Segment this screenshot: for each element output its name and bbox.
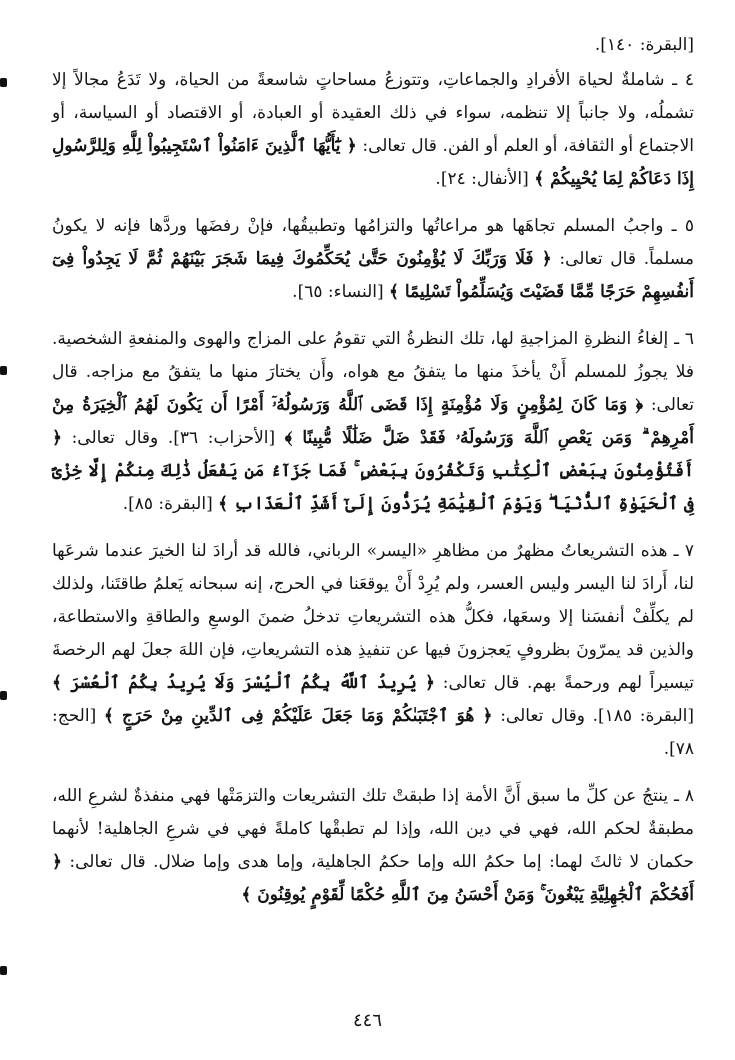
page-body [52,30,694,926]
margin-mark [0,966,7,975]
paragraph-7-text-2: وقال تعالى: [492,706,593,726]
margin-mark [0,691,7,700]
paragraph-6-text: ٦ ـ إلغاءُ النظرةِ المزاجيةِ لها، تلك النظرةُ التي تقومُ على المزاج والهوى والمنفعةِ الشخصية. فلا يجوزُ للمسلم أَنْ يأخذَ منها ما يتفقُ مع هواه، وأَن يختارَ منها ما يتفقُ مع مزاجه. قال تعالى: [52,329,695,415]
paragraph-7-text: ٧ ـ هذه التشريعاتُ مظهرٌ من مظاهرِ «اليسر» الرباني، فالله قد أرادَ لنا الخيرَ عندما شرعَها لنا، أَرادَ لنا اليسر وليس العسر، ولم يُرِدْ أَنْ يوقعَنا في الحرج، إنه سبحانه يَعلمُ طاقتَنا، ولذلك لم يكلِّفْ أنفسَنا إلا وسعَها، فكلُّ هذه التشريعاتِ تدخلُ ضمنَ الوسعِ والطاقةِ والاستطاعة، والذين قد يمرّونَ بظروفٍ يَعجزونَ فيها عن تنفيذِ هذه التشريعاتِ، فإن اللهَ جعلَ لهم الرخصةَ تيسيراً لهم ورحمةً بهم. قال تعالى: [52,541,694,693]
margin-mark [0,366,7,375]
verse-reference: [الأنفال: ٢٤]. [435,169,535,189]
verse-reference: [البقرة: ١٨٥]. [592,706,694,726]
paragraph-4 [52,64,694,196]
verse-reference: [الأحزاب: ٣٦]. [167,428,285,448]
quran-verse: ﴿ أَفَحُكْمَ ٱلْجَٰهِلِيَّةِ يَبْغُونَ ۚ وَمَنْ أَحْسَنُ مِنَ ٱللَّهِ حُكْمًا لِّقَوْمٍ يُوقِنُونَ ﴾ [52,852,694,905]
quran-verse: ﴿ هُوَ ٱجْتَبَىٰكُمْ وَمَا جَعَلَ عَلَيْكُمْ فِى ٱلدِّينِ مِنْ حَرَجٍ ﴾ [103,706,493,726]
paragraph-5 [52,210,694,309]
paragraph-5-text: ٥ ـ واجبُ المسلم تجاهَها هو مراعاتُها والتزامُها وتطبيقُها، فإنْ رفضَها وردَّها فإنه لا يكونُ مسلماً. قال تعالى: [52,216,695,269]
paragraph-7 [52,535,694,766]
verse-reference: [البقرة: ٨٥]. [122,494,219,514]
quran-verse: ﴿ يُرِيدُ ٱللَّهُ بِكُمُ ٱلْيُسْرَ وَلَا يُرِيدُ بِكُمُ ٱلْعُسْرَ ﴾ [52,673,436,693]
page-number: ٤٤٦ [352,1010,382,1031]
top-reference: [البقرة: ١٤٠]. [594,35,694,55]
quran-verse: ﴿ أَفَتُؤْمِنُونَ بِبَعْضِ ٱلْكِتَٰبِ وَتَكْفُرُونَ بِبَعْضٍ ۚ فَمَا جَزَآءُ مَن يَفْعَلُ ذَٰلِكَ مِنكُمْ إِلَّا خِزْىٌ فِى ٱلْحَيَوٰةِ ٱلدُّنْيَا ۖ وَيَوْمَ ٱلْقِيَٰمَةِ يُرَدُّونَ إِلَىٰٓ أَشَدِّ ٱلْعَذَابِ ﴾ [52,428,694,514]
verse-reference: [النساء: ٦٥]. [292,282,390,302]
quran-verse: ﴿ فَلَا وَرَبِّكَ لَا يُؤْمِنُونَ حَتَّىٰ يُحَكِّمُوكَ فِيمَا شَجَرَ بَيْنَهُمْ ثُمَّ لَا يَجِدُواْ فِىٓ أَنفُسِهِمْ حَرَجًا مِّمَّا قَضَيْتَ وَيُسَلِّمُواْ تَسْلِيمًا ﴾ [52,249,694,302]
paragraph-8-text: ٨ ـ ينتجُ عن كلِّ ما سبق أَنَّ الأمة إذا طبقتْ تلك التشريعات والتزمَتْها فهي منفذةٌ لشرعِ الله، مطبقةٌ لحكم الله، فهي في دين الله، وإذا لم تطبقْها كاملةً فهي في شرعِ الجاهلية! لأنهما حكمان لا ثالثَ لهما: إما حكمُ الله وإما حكمُ الجاهلية، وإما هدى وإما ضلال. قال تعالى: [52,786,694,872]
verse-reference: [الحج: ٧٨]. [52,706,694,759]
paragraph-8 [52,780,694,912]
quran-verse: ﴿ وَمَا كَانَ لِمُؤْمِنٍ وَلَا مُؤْمِنَةٍ إِذَا قَضَى ٱللَّهُ وَرَسُولُهُۥٓ أَمْرًا أَن يَكُونَ لَهُمُ ٱلْخِيَرَةُ مِنْ أَمْرِهِمْ ۗ وَمَن يَعْصِ ٱللَّهَ وَرَسُولَهُۥ فَقَدْ ضَلَّ ضَلَٰلًا مُّبِينًا ﴾ [52,395,694,448]
paragraph-4-text: ٤ ـ شاملةٌ لحياة الأفرادِ والجماعاتِ، وتتوزعُ مساحاتٍ شاسعةً من الحياة، ولا تَدَعُ مجالاً إلا تشملُه، ولا جانباً إلا تنظمه، سواء في ذلك العقيدة أو العبادة، أو الاقتصاد أو السياسة، أو الاجتماع أو الثقافة، أو العلم أو الفن. قال تعالى: [52,70,694,156]
margin-mark [0,78,7,87]
paragraph-6 [52,323,694,521]
quran-verse: ﴿ يَٰٓأَيُّهَا ٱلَّذِينَ ءَامَنُواْ ٱسْتَجِيبُواْ لِلَّهِ وَلِلرَّسُولِ إِذَا دَعَاكُمْ لِمَا يُحْيِيكُمْ ﴾ [52,136,694,189]
paragraph-6-text-2: وقال تعالى: [61,428,168,448]
